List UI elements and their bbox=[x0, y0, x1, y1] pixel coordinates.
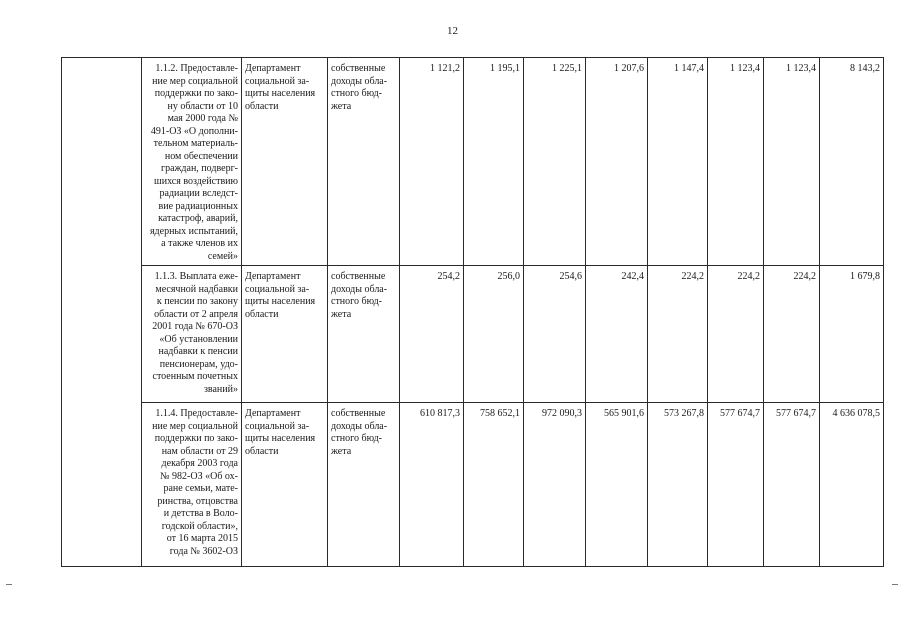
row-value: 610 817,3 bbox=[400, 403, 464, 567]
row-value: 577 674,7 bbox=[764, 403, 820, 567]
row-value: 972 090,3 bbox=[524, 403, 586, 567]
row-value: 254,6 bbox=[524, 266, 586, 403]
row-value: 565 901,6 bbox=[586, 403, 648, 567]
table-row bbox=[62, 266, 884, 403]
row-value: 1 225,1 bbox=[524, 58, 586, 266]
row-value: 224,2 bbox=[708, 266, 764, 403]
row-value: 1 195,1 bbox=[464, 58, 524, 266]
empty-left-cell bbox=[62, 58, 142, 567]
table-row bbox=[62, 58, 884, 266]
row-department: Департамент социальной за- щиты населения области bbox=[242, 403, 328, 567]
row-description: 1.1.3. Выплата еже- месячной надбавки к пенсии по закону области от 2 апреля 2001 года № 670-ОЗ «Об установлении надбавки к пенсии пенсионерам, удо- стоенным почетных званий» bbox=[142, 266, 242, 403]
row-department: Департамент социальной за- щиты населения области bbox=[242, 266, 328, 403]
row-funding-source: собственные доходы обла- стного бюд- жета bbox=[328, 266, 400, 403]
scan-margin-mark bbox=[892, 584, 898, 585]
table-row bbox=[62, 403, 884, 567]
row-value: 256,0 bbox=[464, 266, 524, 403]
row-value: 254,2 bbox=[400, 266, 464, 403]
row-value: 1 123,4 bbox=[764, 58, 820, 266]
row-value: 224,2 bbox=[764, 266, 820, 403]
row-total: 1 679,8 bbox=[820, 266, 884, 403]
row-value: 1 123,4 bbox=[708, 58, 764, 266]
row-value: 1 207,6 bbox=[586, 58, 648, 266]
row-value: 1 147,4 bbox=[648, 58, 708, 266]
row-value: 242,4 bbox=[586, 266, 648, 403]
row-value: 577 674,7 bbox=[708, 403, 764, 567]
row-value: 1 121,2 bbox=[400, 58, 464, 266]
row-total: 4 636 078,5 bbox=[820, 403, 884, 567]
page-number: 12 bbox=[447, 25, 458, 37]
row-value: 573 267,8 bbox=[648, 403, 708, 567]
budget-table bbox=[61, 57, 884, 567]
row-total: 8 143,2 bbox=[820, 58, 884, 266]
scan-margin-mark bbox=[6, 584, 12, 585]
row-value: 224,2 bbox=[648, 266, 708, 403]
row-description: 1.1.2. Предоставле- ние мер социальной поддержки по зако- ну области от 10 мая 2000 года № 491-ОЗ «О дополни- тельном материаль- ном обеспечении граждан, подверг- шихся воздействию радиации вследст- вие радиационных катастроф, аварий, ядерных испытаний, а также членов их семей» bbox=[142, 58, 242, 266]
row-funding-source: собственные доходы обла- стного бюд- жета bbox=[328, 58, 400, 266]
row-value: 758 652,1 bbox=[464, 403, 524, 567]
row-description: 1.1.4. Предоставле- ние мер социальной поддержки по зако- нам области от 29 декабря 2003 года № 982-ОЗ «Об ох- ране семьи, мате- ринства, отцовства и детства в Воло- годской области», от 16 марта 2015 года № 3602-ОЗ bbox=[142, 403, 242, 567]
row-department: Департамент социальной за- щиты населения области bbox=[242, 58, 328, 266]
row-funding-source: собственные доходы обла- стного бюд- жета bbox=[328, 403, 400, 567]
